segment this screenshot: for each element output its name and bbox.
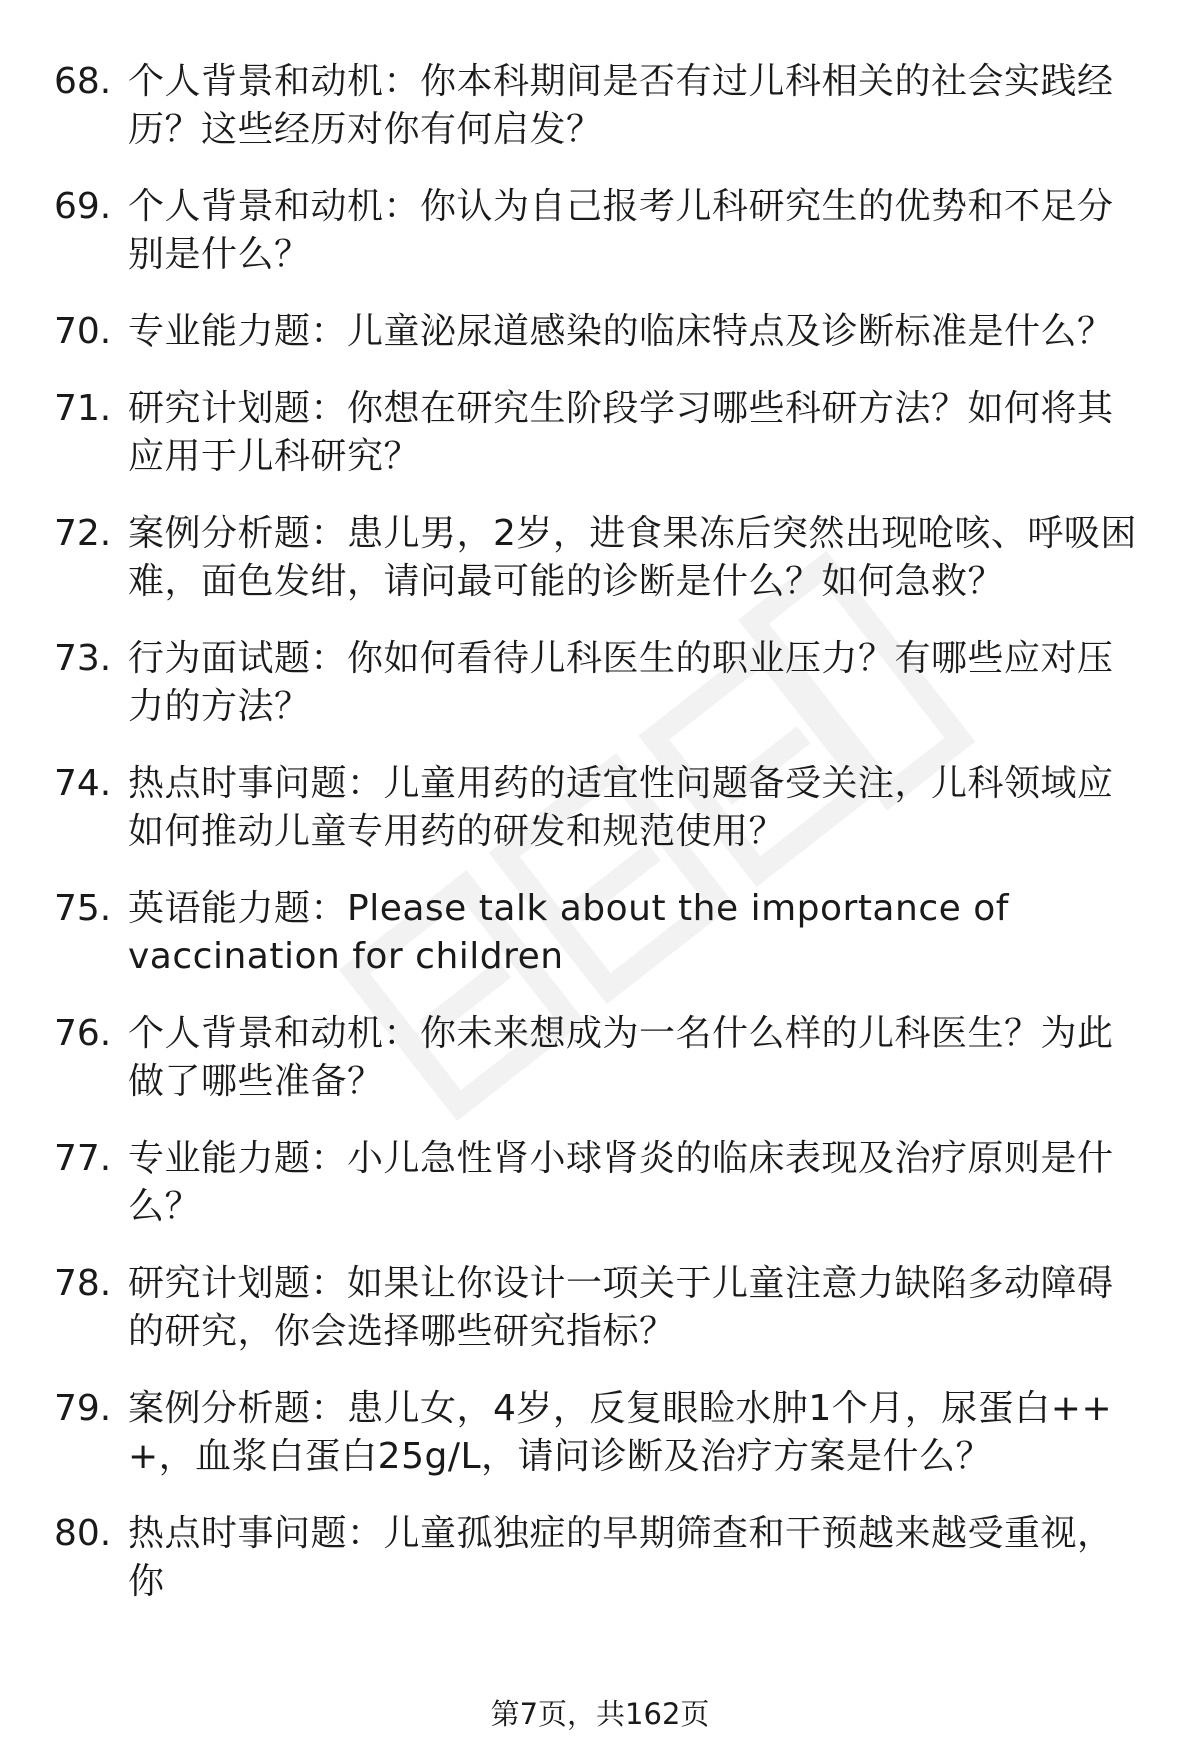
question-item: [54, 1135, 1144, 1231]
question-number: 70.: [54, 311, 112, 352]
question-number: 73.: [54, 638, 112, 679]
question-number: 68.: [54, 61, 112, 102]
question-text: 行为面试题：你如何看待儿科医生的职业压力？有哪些应对压力的方法？: [128, 638, 1114, 727]
question-number: 79.: [54, 1388, 112, 1429]
question-text: 专业能力题：小儿急性肾小球肾炎的临床表现及治疗原则是什么？: [128, 1138, 1114, 1227]
question-text: 个人背景和动机：你认为自己报考儿科研究生的优势和不足分别是什么？: [128, 186, 1114, 275]
question-number: 74.: [54, 763, 112, 804]
question-item: [54, 760, 1144, 856]
question-list: [54, 58, 1144, 1635]
question-item: [54, 1260, 1144, 1356]
question-number: 80.: [54, 1513, 112, 1554]
question-number: 71.: [54, 388, 112, 429]
question-text: 研究计划题：如果让你设计一项关于儿童注意力缺陷多动障碍的研究，你会选择哪些研究指标？: [128, 1263, 1114, 1352]
question-item: [54, 1010, 1144, 1106]
question-text: 专业能力题：儿童泌尿道感染的临床特点及诊断标准是什么？: [128, 311, 1114, 352]
question-number: 72.: [54, 513, 112, 554]
question-item: [54, 183, 1144, 279]
question-text: 热点时事问题：儿童孤独症的早期筛查和干预越来越受重视，你: [128, 1513, 1114, 1602]
question-number: 76.: [54, 1013, 112, 1054]
question-item: [54, 1510, 1144, 1606]
question-text: 热点时事问题：儿童用药的适宜性问题备受关注，儿科领域应如何推动儿童专用药的研发和规范使用？: [128, 763, 1114, 852]
question-text: 研究计划题：你想在研究生阶段学习哪些科研方法？如何将其应用于儿科研究？: [128, 388, 1114, 477]
question-text: 案例分析题：患儿女，4岁，反复眼睑水肿1个月，尿蛋白+++，血浆白蛋白25g/L，请问诊断及治疗方案是什么？: [128, 1388, 1113, 1477]
question-text: 个人背景和动机：你本科期间是否有过儿科相关的社会实践经历？这些经历对你有何启发？: [128, 61, 1114, 150]
question-text: 英语能力题：Please talk about the importance of vaccination for children: [128, 888, 1009, 977]
question-item: [54, 510, 1144, 606]
question-number: 75.: [54, 888, 112, 929]
question-text: 个人背景和动机：你未来想成为一名什么样的儿科医生？为此做了哪些准备？: [128, 1013, 1114, 1102]
question-text: 案例分析题：患儿男，2岁，进食果冻后突然出现呛咳、呼吸困难，面色发绀，请问最可能的诊断是什么？如何急救？: [128, 513, 1137, 602]
question-item: [54, 885, 1144, 981]
page-footer: 第7页，共162页: [490, 1697, 710, 1731]
question-item: [54, 308, 1144, 356]
question-number: 69.: [54, 186, 112, 227]
question-item: [54, 385, 1144, 481]
question-item: [54, 635, 1144, 731]
question-number: 78.: [54, 1263, 112, 1304]
question-number: 77.: [54, 1138, 112, 1179]
question-item: [54, 1385, 1144, 1481]
question-item: [54, 58, 1144, 154]
